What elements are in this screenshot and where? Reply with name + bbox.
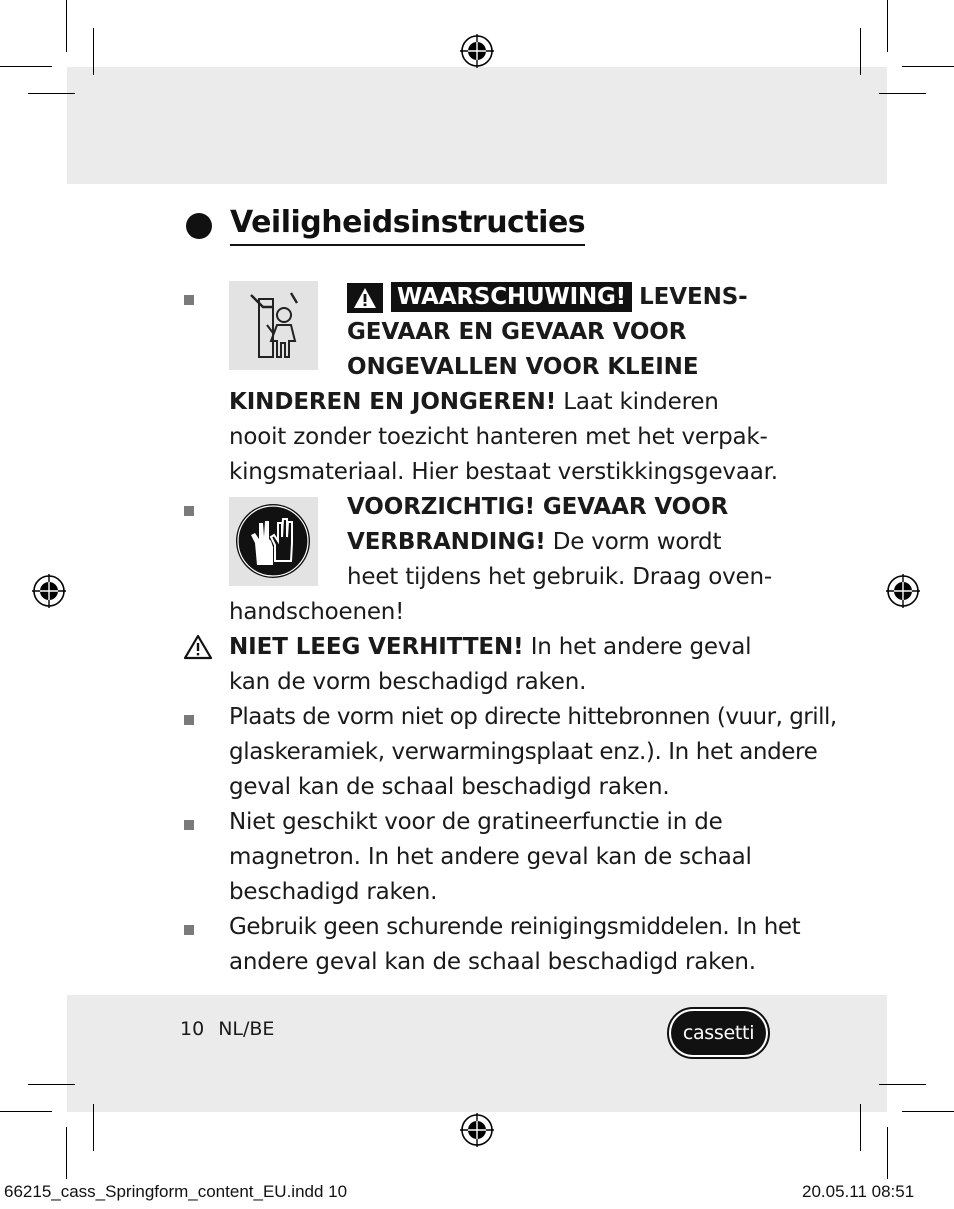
- registration-mark-icon: [460, 1113, 494, 1147]
- text-line: [347, 525, 721, 560]
- crop-mark: [887, 0, 888, 52]
- body-text: Laat kinderen: [556, 389, 719, 415]
- warning-label: WAARSCHUWING!: [391, 282, 632, 312]
- text-line: glaskeramiek, verwarmingsplaat enz.). In het andere: [229, 739, 818, 765]
- crop-mark: [902, 66, 954, 67]
- warning-heading-text: NIET LEEG VERHITTEN!: [229, 634, 524, 660]
- oven-glove-pictogram: [229, 497, 318, 586]
- crop-mark: [879, 1084, 926, 1085]
- list-bullet: [184, 820, 194, 830]
- locale-label: NL/BE: [218, 1018, 275, 1040]
- text-line: nooit zonder toezicht hanteren met het verpak-: [229, 424, 768, 450]
- warning-triangle-icon: [183, 634, 213, 660]
- text-line: kingsmateriaal. Hier bestaat verstikkingsgevaar.: [229, 459, 778, 485]
- warning-triangle-icon: [353, 286, 377, 310]
- warning-heading-text: VERBRANDING!: [347, 529, 546, 555]
- crop-mark: [0, 1111, 52, 1112]
- warning-heading-text: VOORZICHTIG! GEVAAR VOOR: [347, 494, 729, 520]
- list-bullet: [184, 715, 194, 725]
- page-number: 10: [180, 1018, 205, 1040]
- text-line: magnetron. In het andere geval kan de schaal: [229, 844, 752, 870]
- logo-badge: [671, 1011, 766, 1055]
- text-line: Gebruik geen schurende reinigingsmiddelen. In het: [229, 914, 801, 940]
- body-text: In het andere geval: [523, 634, 752, 660]
- text-line: geval kan de schaal beschadigd raken.: [229, 774, 670, 800]
- bottom-band: [67, 995, 887, 1112]
- text-line: heet tijdens het gebruik. Draag oven-: [347, 564, 772, 590]
- crop-mark: [66, 0, 67, 52]
- child-warning-icon: [229, 281, 318, 370]
- list-bullet: [184, 506, 194, 516]
- text-line: handschoenen!: [229, 599, 405, 625]
- warning-heading-text: GEVAAR EN GEVAAR VOOR: [347, 319, 687, 345]
- text-line: Plaats de vorm niet op directe hittebronnen (vuur, grill,: [229, 704, 837, 730]
- registration-mark-icon: [460, 34, 494, 68]
- print-slug-right: 20.05.11 08:51: [802, 1182, 915, 1201]
- text-line: [229, 630, 751, 665]
- crop-mark: [879, 93, 926, 94]
- crop-mark: [902, 1111, 954, 1112]
- brand-logo: [667, 1007, 770, 1059]
- text-line: andere geval kan de schaal beschadigd raken.: [229, 949, 756, 975]
- heading-bullet: [186, 213, 212, 239]
- oven-glove-icon: [229, 497, 318, 586]
- text-line: kan de vorm beschadigd raken.: [229, 669, 587, 695]
- text-line: Niet geschikt voor de gratineerfunctie in de: [229, 809, 723, 835]
- text-line: [229, 385, 719, 420]
- warning-heading-text: LEVENS-: [639, 284, 748, 310]
- text-line: beschadigd raken.: [229, 879, 438, 905]
- page-footer: [180, 1018, 288, 1040]
- section-heading: [186, 205, 585, 246]
- print-slug-left: 66215_cass_Springform_content_EU.indd 10: [4, 1182, 348, 1201]
- warning-heading-text: KINDEREN EN JONGEREN!: [229, 389, 557, 415]
- crop-mark: [93, 1104, 94, 1151]
- crop-mark: [887, 1127, 888, 1179]
- list-bullet: [184, 295, 194, 305]
- body-text: De vorm wordt: [545, 529, 722, 555]
- top-band: [67, 67, 887, 184]
- page-title: Veiligheidsinstructies: [230, 205, 585, 246]
- text-line: [347, 280, 748, 315]
- text-line: [347, 350, 698, 385]
- crop-mark: [93, 28, 94, 75]
- logo-text: cassetti: [682, 1022, 755, 1044]
- child-warning-pictogram: [229, 281, 318, 370]
- crop-mark: [860, 1104, 861, 1151]
- warning-heading-text: ONGEVALLEN VOOR KLEINE: [347, 354, 699, 380]
- registration-mark-icon: [886, 574, 920, 608]
- crop-mark: [28, 1084, 75, 1085]
- crop-mark: [66, 1127, 67, 1179]
- crop-mark: [0, 66, 52, 67]
- text-line: [347, 315, 686, 350]
- crop-mark: [28, 93, 75, 94]
- list-bullet: [184, 925, 194, 935]
- registration-mark-icon: [32, 574, 66, 608]
- crop-mark: [860, 28, 861, 75]
- text-line: [347, 490, 728, 525]
- warning-badge: [347, 283, 383, 313]
